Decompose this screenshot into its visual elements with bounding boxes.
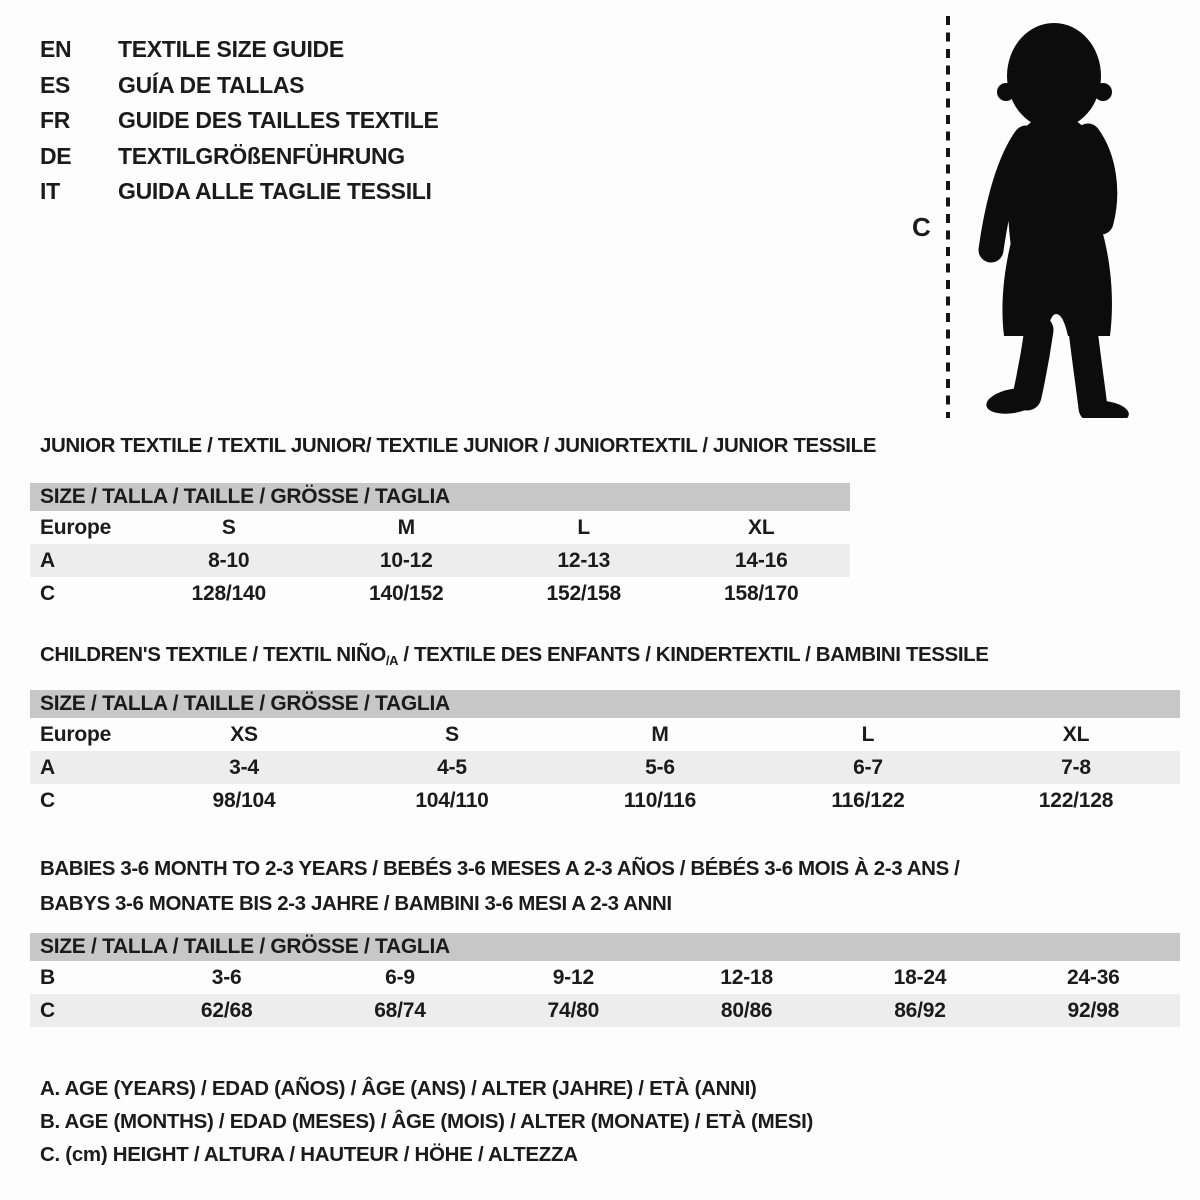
language-label: TEXTILE SIZE GUIDE <box>118 36 344 63</box>
size-cell: 12-13 <box>557 548 611 572</box>
babies-section-title <box>40 851 959 921</box>
size-cell: 68/74 <box>374 998 426 1022</box>
language-list <box>40 32 439 210</box>
size-cell: 5-6 <box>645 755 675 779</box>
size-cell: 24-36 <box>1066 965 1120 989</box>
table-row-europe <box>30 718 1180 751</box>
size-header-band: SIZE / TALLA / TAILLE / GRÖSSE / TAGLIA <box>30 483 850 511</box>
junior-size-table <box>30 483 850 610</box>
row-label: C <box>40 581 55 605</box>
children-title-text: / TEXTILE DES ENFANTS / KINDERTEXTIL / BAMBINI TESSILE <box>398 643 989 666</box>
language-row-it <box>40 174 439 210</box>
legend-age-months: B. AGE (MONTHS) / EDAD (MESES) / ÂGE (MOIS) / ALTER (MONATE) / ETÀ (MESI) <box>40 1109 814 1133</box>
size-cell: 3-4 <box>229 755 259 779</box>
size-cell: M <box>651 722 669 746</box>
size-cell: 80/86 <box>720 998 773 1022</box>
size-cell: 104/110 <box>415 788 489 812</box>
table-row-age-years <box>30 544 850 577</box>
size-header-band: SIZE / TALLA / TAILLE / GRÖSSE / TAGLIA <box>30 933 1180 961</box>
size-cell: XL <box>748 515 775 539</box>
language-code: FR <box>40 107 71 134</box>
size-cell: 9-12 <box>552 965 594 989</box>
table-row-height <box>30 994 1180 1027</box>
babies-title-line-2: BABYS 3-6 MONATE BIS 2-3 JAHRE / BAMBINI 3-6 MESI A 2-3 ANNI <box>40 892 672 915</box>
size-cell: 152/158 <box>546 581 621 605</box>
height-measure-dashed-line <box>946 16 950 418</box>
size-cell: 116/122 <box>831 788 905 812</box>
row-label: A <box>40 548 55 572</box>
size-cell: 98/104 <box>212 788 276 812</box>
size-cell: 8-10 <box>208 548 250 572</box>
measurement-legend <box>40 1072 813 1171</box>
size-cell: 18-24 <box>893 965 947 989</box>
size-cell: 12-18 <box>720 965 773 989</box>
size-cell: 7-8 <box>1061 755 1091 779</box>
size-cell: 92/98 <box>1067 998 1120 1022</box>
size-cell: 122/128 <box>1038 788 1114 812</box>
size-cell: 3-6 <box>211 965 242 989</box>
language-code: EN <box>40 36 72 63</box>
size-cell: 140/152 <box>368 581 444 605</box>
table-row-height <box>30 577 850 610</box>
table-row-age-years <box>30 751 1180 784</box>
children-title-subscript: /A <box>385 653 399 668</box>
row-label: C <box>40 998 55 1022</box>
size-cell: 10-12 <box>379 548 433 572</box>
size-cell: L <box>577 515 591 539</box>
size-cell: XL <box>1062 722 1090 746</box>
size-cell: S <box>221 515 236 539</box>
table-row-height <box>30 784 1180 817</box>
size-cell: 6-7 <box>853 755 883 779</box>
language-label: GUIDA ALLE TAGLIE TESSILI <box>118 178 432 205</box>
size-cell: 110/116 <box>623 788 697 812</box>
language-row-de <box>40 139 439 175</box>
table-row-europe <box>30 511 850 544</box>
size-cell: 6-9 <box>385 965 415 989</box>
legend-age-years: A. AGE (YEARS) / EDAD (AÑOS) / ÂGE (ANS) / ALTER (JAHRE) / ETÀ (ANNI) <box>40 1076 757 1100</box>
size-cell: XS <box>230 722 258 746</box>
language-code: DE <box>40 142 72 169</box>
table-row-age-months <box>30 961 1180 994</box>
row-label: C <box>40 788 55 812</box>
size-cell: 74/80 <box>547 998 600 1022</box>
size-cell: 158/170 <box>723 581 799 605</box>
toddler-silhouette-image <box>966 16 1146 418</box>
language-code: ES <box>40 71 71 98</box>
language-label: GUIDE DES TAILLES TEXTILE <box>118 107 439 134</box>
language-row-es <box>40 68 439 104</box>
row-label: Europe <box>40 515 112 539</box>
size-cell: 62/68 <box>200 998 253 1022</box>
row-label: A <box>40 755 55 779</box>
junior-section-title: JUNIOR TEXTILE / TEXTIL JUNIOR/ TEXTILE JUNIOR / JUNIORTEXTIL / JUNIOR TESSILE <box>40 434 876 457</box>
size-header-band: SIZE / TALLA / TAILLE / GRÖSSE / TAGLIA <box>30 690 1180 718</box>
size-cell: 14-16 <box>734 548 788 572</box>
size-cell: 86/92 <box>894 998 946 1022</box>
babies-size-table <box>30 933 1180 1027</box>
size-cell: M <box>397 515 415 539</box>
children-size-table <box>30 690 1180 817</box>
legend-height-cm: C. (cm) HEIGHT / ALTURA / HAUTEUR / HÖHE / ALTEZZA <box>40 1142 578 1166</box>
children-title-text: CHILDREN'S TEXTILE / TEXTIL NIÑO <box>40 643 386 666</box>
row-label: Europe <box>40 722 112 746</box>
language-label: GUÍA DE TALLAS <box>118 71 305 98</box>
size-cell: 128/140 <box>191 581 266 605</box>
language-row-fr <box>40 103 439 139</box>
language-row-en <box>40 32 439 68</box>
children-section-title <box>40 643 989 668</box>
size-cell: 4-5 <box>437 755 467 779</box>
language-label: TEXTILGRÖßENFÜHRUNG <box>118 142 405 169</box>
babies-title-line-1: BABIES 3-6 MONTH TO 2-3 YEARS / BEBÉS 3-6 MESES A 2-3 AÑOS / BÉBÉS 3-6 MOIS À 2-3 ANS / <box>40 857 960 880</box>
language-code: IT <box>40 178 60 205</box>
size-cell: S <box>445 722 459 746</box>
row-label: B <box>40 965 55 989</box>
height-measure-label: C <box>912 212 931 242</box>
size-cell: L <box>861 722 875 746</box>
